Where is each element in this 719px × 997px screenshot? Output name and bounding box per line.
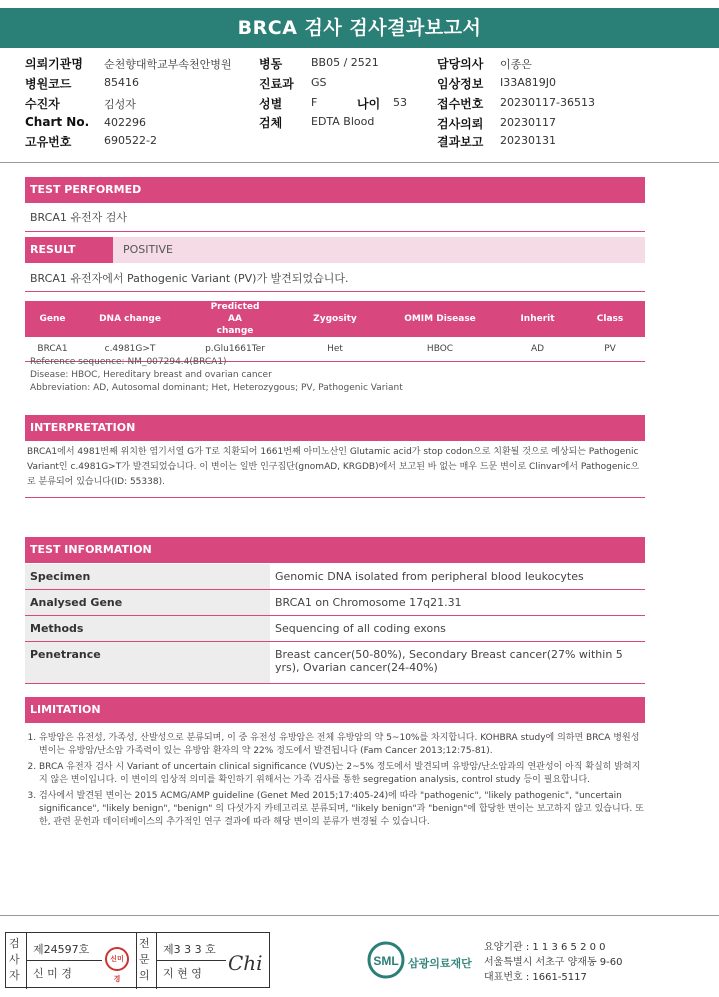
examiner-name: 신 미 경: [33, 967, 72, 980]
variant-table-header: [25, 301, 645, 337]
divider: [156, 960, 226, 961]
col-dna-change: DNA change: [80, 301, 180, 337]
cell-inherit: AD: [500, 337, 575, 361]
divider: [156, 933, 157, 989]
divider: [26, 933, 27, 989]
address: 서울특별시 서초구 양재동 9-60: [484, 957, 623, 968]
col-aa-change: Predicted AA change: [180, 301, 290, 337]
institution-number: 요양기관 : 1 1 3 6 5 2 0 0: [484, 942, 606, 953]
divider: [136, 933, 137, 989]
cell-dna-change: c.4981G>T: [80, 337, 180, 361]
result-heading: RESULT: [25, 237, 113, 263]
divider: [26, 960, 102, 961]
methods-value: Sequencing of all coding exons: [270, 616, 645, 642]
penetrance-key: Penetrance: [25, 642, 270, 684]
result-summary: BRCA1 유전자에서 Pathogenic Variant (PV)가 발견되었습니다.: [30, 272, 349, 285]
clinical-value: I33A819J0: [500, 76, 557, 89]
interpretation-text: BRCA1에서 4981번째 위치한 염기서열 G가 T로 치환되어 1661번째 아미노산인 Glutamic acid가 stop codon으로 치환될 것으로 예상되는 Pathogenic Variant인 c.4981G>T가 발견되었습니다. 이 변이는 일반 인구집단(gnomAD, KRGDB)에서 보고된 바 없는 매우 드문 변이로 Clinvar에서 Pathogenic으로 분류되어 있습니다(ID: 55338).: [27, 447, 640, 487]
analysed-gene-key: Analysed Gene: [25, 590, 270, 616]
dept-value: GS: [311, 76, 327, 89]
divider: [25, 497, 645, 498]
examiner-license: 제24597호: [33, 943, 90, 956]
cell-omim-disease: HBOC: [380, 337, 500, 361]
table-row: [25, 616, 645, 642]
abbreviation-note: Abbreviation: AD, Autosomal dominant; Het, Heterozygous; PV, Pathogenic Variant: [30, 383, 403, 393]
sex-label: 성별: [259, 97, 283, 111]
request-value: 20230117: [500, 116, 556, 129]
examiner-label: 검사자: [9, 937, 20, 982]
report-date-value: 20230131: [500, 134, 556, 147]
institution-label: 의뢰기관명: [25, 57, 83, 71]
uid-value: 690522-2: [104, 134, 157, 147]
specimen-label: 검체: [259, 116, 283, 130]
interpretation-heading: INTERPRETATION: [25, 415, 645, 441]
disease-note: Disease: HBOC, Hereditary breast and ovarian cancer: [30, 370, 272, 380]
request-label: 검사의뢰: [437, 117, 484, 131]
test-information-table: [25, 564, 645, 684]
col-gene: Gene: [25, 301, 80, 337]
specialist-license: 제3 3 3 호: [163, 943, 216, 956]
recipient-value: 김성자: [104, 98, 136, 111]
list-item: 3. 검사에서 발견된 변이는 2015 ACMG/AMP guideline (Genet Med 2015;17:405-24)에 따라 "pathogenic", "likely pathogenic", "uncertain significance", "likely benign", "benign" 의 다섯가지 카테고리로 분류되며, "likely benign"과 "benign"에 합당한 변이는 보고하지 않고 있습니다. 또한, 관련 문헌과 데이터베이스의 추가적인 연구 결과에 따라 해당 변이의 분류가 변경될 수 있습니다.: [39, 790, 645, 829]
cell-zygosity: Het: [290, 337, 380, 361]
divider: [25, 231, 645, 232]
specimen-key: Specimen: [25, 564, 270, 590]
test-information-heading: TEST INFORMATION: [25, 537, 645, 563]
dept-label: 진료과: [259, 77, 294, 91]
penetrance-value: Breast cancer(50-80%), Secondary Breast cancer(27% within 5 yrs), Ovarian cancer(24-40%): [270, 642, 645, 684]
col-class: Class: [575, 301, 645, 337]
result-bar: [25, 237, 645, 263]
doctor-label: 담당의사: [437, 57, 484, 71]
organization-name: 삼광의료재단: [408, 957, 472, 970]
accession-label: 접수번호: [437, 97, 484, 111]
limitation-list: [25, 732, 645, 832]
cell-aa-change: p.Glu1661Ter: [180, 337, 290, 361]
list-item: 2. BRCA 유전자 검사 시 Variant of uncertain clinical significance (VUS)는 2~5% 정도에서 발견되며 유방암/난소암과의 연관성이 아직 확실히 밝혀지지 않은 변이입니다. 이 변이의 임상적 의미를 확인하기 위해서는 가족 검사를 통한 segregation analysis, control study 등이 필요합니다.: [39, 761, 645, 787]
list-item: 1. 유방암은 유전성, 가족성, 산발성으로 분류되며, 이 중 유전성 유방암은 전체 유방암의 약 5~10%를 차지합니다. KOHBRA study에 의하면 BRCA 병원성 변이는 유방암/난소암 가족력이 있는 유방암 환자의 약 22% 정도에서 발견됩니다 (Fam Cancer 2013;12:75-81).: [39, 732, 645, 758]
specialist-signature: Chi: [228, 951, 263, 975]
divider: [25, 291, 645, 292]
table-row: [25, 642, 645, 684]
chart-label: Chart No.: [25, 115, 90, 129]
accession-value: 20230117-36513: [500, 96, 595, 109]
footer-divider: [0, 915, 719, 916]
reference-sequence-note: Reference sequence: NM_007294.4(BRCA1): [30, 357, 227, 367]
specialist-name: 지 현 영: [163, 967, 202, 980]
recipient-label: 수진자: [25, 97, 60, 111]
report-title: BRCA 검사 검사결과보고서: [0, 8, 719, 48]
table-row: [25, 564, 645, 590]
clinical-label: 임상정보: [437, 77, 484, 91]
signature-box: [5, 932, 270, 988]
specialist-label: 전문의: [139, 937, 150, 982]
ward-label: 병동: [259, 57, 283, 71]
methods-key: Methods: [25, 616, 270, 642]
result-value: POSITIVE: [123, 243, 173, 256]
chart-value: 402296: [104, 116, 146, 129]
variant-table: [25, 301, 645, 362]
report-date-label: 결과보고: [437, 135, 484, 149]
phone-number: 대표번호 : 1661-5117: [484, 972, 587, 983]
institution-value: 순천향대학교부속천안병원: [104, 58, 232, 71]
examiner-seal: 신미경: [105, 947, 129, 971]
cell-class: PV: [575, 337, 645, 361]
sml-logo-icon: [366, 940, 406, 980]
logo-text: SML: [373, 954, 399, 968]
col-zygosity: Zygosity: [290, 301, 380, 337]
limitation-heading: LIMITATION: [25, 697, 645, 723]
doctor-value: 이종은: [500, 58, 532, 71]
footer-address: [484, 940, 623, 985]
report-header: [0, 55, 719, 155]
hospital-code-value: 85416: [104, 76, 139, 89]
hospital-code-label: 병원코드: [25, 77, 72, 91]
ward-value: BB05 / 2521: [311, 56, 379, 69]
age-value: 53: [393, 96, 407, 109]
specimen-value: EDTA Blood: [311, 115, 375, 128]
age-label: 나이: [357, 97, 381, 111]
specimen-desc: Genomic DNA isolated from peripheral blood leukocytes: [270, 564, 645, 590]
col-omim-disease: OMIM Disease: [380, 301, 500, 337]
test-performed-value: BRCA1 유전자 검사: [30, 211, 127, 224]
uid-label: 고유번호: [25, 135, 72, 149]
test-performed-heading: TEST PERFORMED: [25, 177, 645, 203]
cell-gene: BRCA1: [25, 337, 80, 361]
table-row: [25, 590, 645, 616]
header-divider: [0, 162, 719, 163]
analysed-gene-value: BRCA1 on Chromosome 17q21.31: [270, 590, 645, 616]
sex-value: F: [311, 96, 318, 109]
col-inherit: Inherit: [500, 301, 575, 337]
